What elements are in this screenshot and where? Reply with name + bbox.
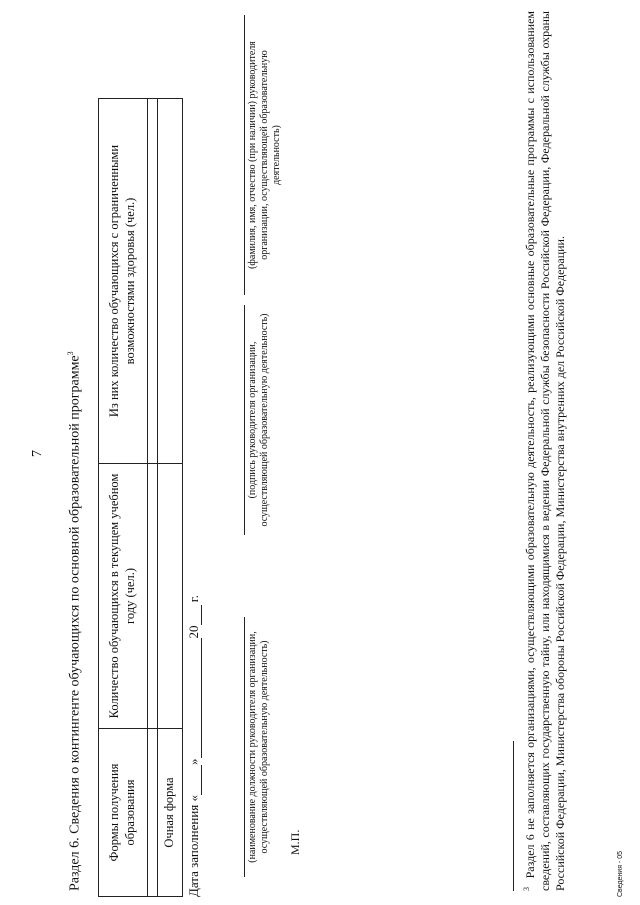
contingent-table xyxy=(98,98,183,897)
footnote-mark: 3 xyxy=(522,887,531,891)
column-number-row xyxy=(148,99,158,897)
signature-line[interactable] xyxy=(244,305,245,535)
footnote-separator xyxy=(513,741,514,891)
form-code: Сведения - 05 xyxy=(617,851,624,897)
header-forms: Формы получения образования xyxy=(99,729,148,897)
name-caption: (фамилия, имя, отчество (при наличии) руководителя организации, осуществляющей образовательную деятельность) xyxy=(247,41,282,269)
header-disabled-count: Из них количество обучающихся с ограниченными возможностями здоровья (чел.) xyxy=(99,99,148,464)
position-line[interactable] xyxy=(244,617,245,877)
column-number-cell xyxy=(148,99,158,464)
fill-date xyxy=(186,595,202,897)
table-row xyxy=(158,99,183,897)
year-suffix: г. xyxy=(186,595,201,603)
section-title xyxy=(66,351,84,891)
disabled-count-cell[interactable] xyxy=(158,99,183,464)
year-field[interactable] xyxy=(186,605,202,625)
section-title-text: Раздел 6. Сведения о контингенте обучающихся по основной образовательной программе xyxy=(67,355,83,891)
month-field[interactable] xyxy=(186,638,202,758)
footnote-text: Раздел 6 не заполняется организациями, осуществляющими образовательную деятельность, реализующими основные образовательные программы с использованием сведений, составляющих государственную тайну, или находящимися в ведении Федеральной службы безопасности Российской Федерации, Федеральной службы охраны Российской Федерации, Министерства обороны Российской Федерации, Министерства внутренних дел Российской Федерации. xyxy=(523,11,567,891)
column-number-cell xyxy=(148,729,158,897)
signature-caption: (подпись руководителя организации, осуществляющей образовательную деятельность) xyxy=(247,313,270,527)
name-line[interactable] xyxy=(244,15,245,295)
day-field[interactable] xyxy=(186,765,202,795)
year-prefix: 20 xyxy=(186,625,201,639)
footnote xyxy=(522,11,568,891)
form-cell: Очная форма xyxy=(158,729,183,897)
page-number: 7 xyxy=(30,450,45,457)
table-header-row xyxy=(99,99,148,897)
stamp-place: М.П. xyxy=(288,829,302,855)
count-cell[interactable] xyxy=(158,464,183,729)
footnote-reference: 3 xyxy=(66,351,75,356)
position-caption: (наименование должности руководителя организации, осуществляющей образовательную деятельность) xyxy=(247,631,270,863)
header-count: Количество обучающихся в текущем учебном году (чел.) xyxy=(99,464,148,729)
column-number-cell xyxy=(148,464,158,729)
fill-date-label: Дата заполнения « xyxy=(186,794,201,897)
quote-close: » xyxy=(186,758,201,765)
